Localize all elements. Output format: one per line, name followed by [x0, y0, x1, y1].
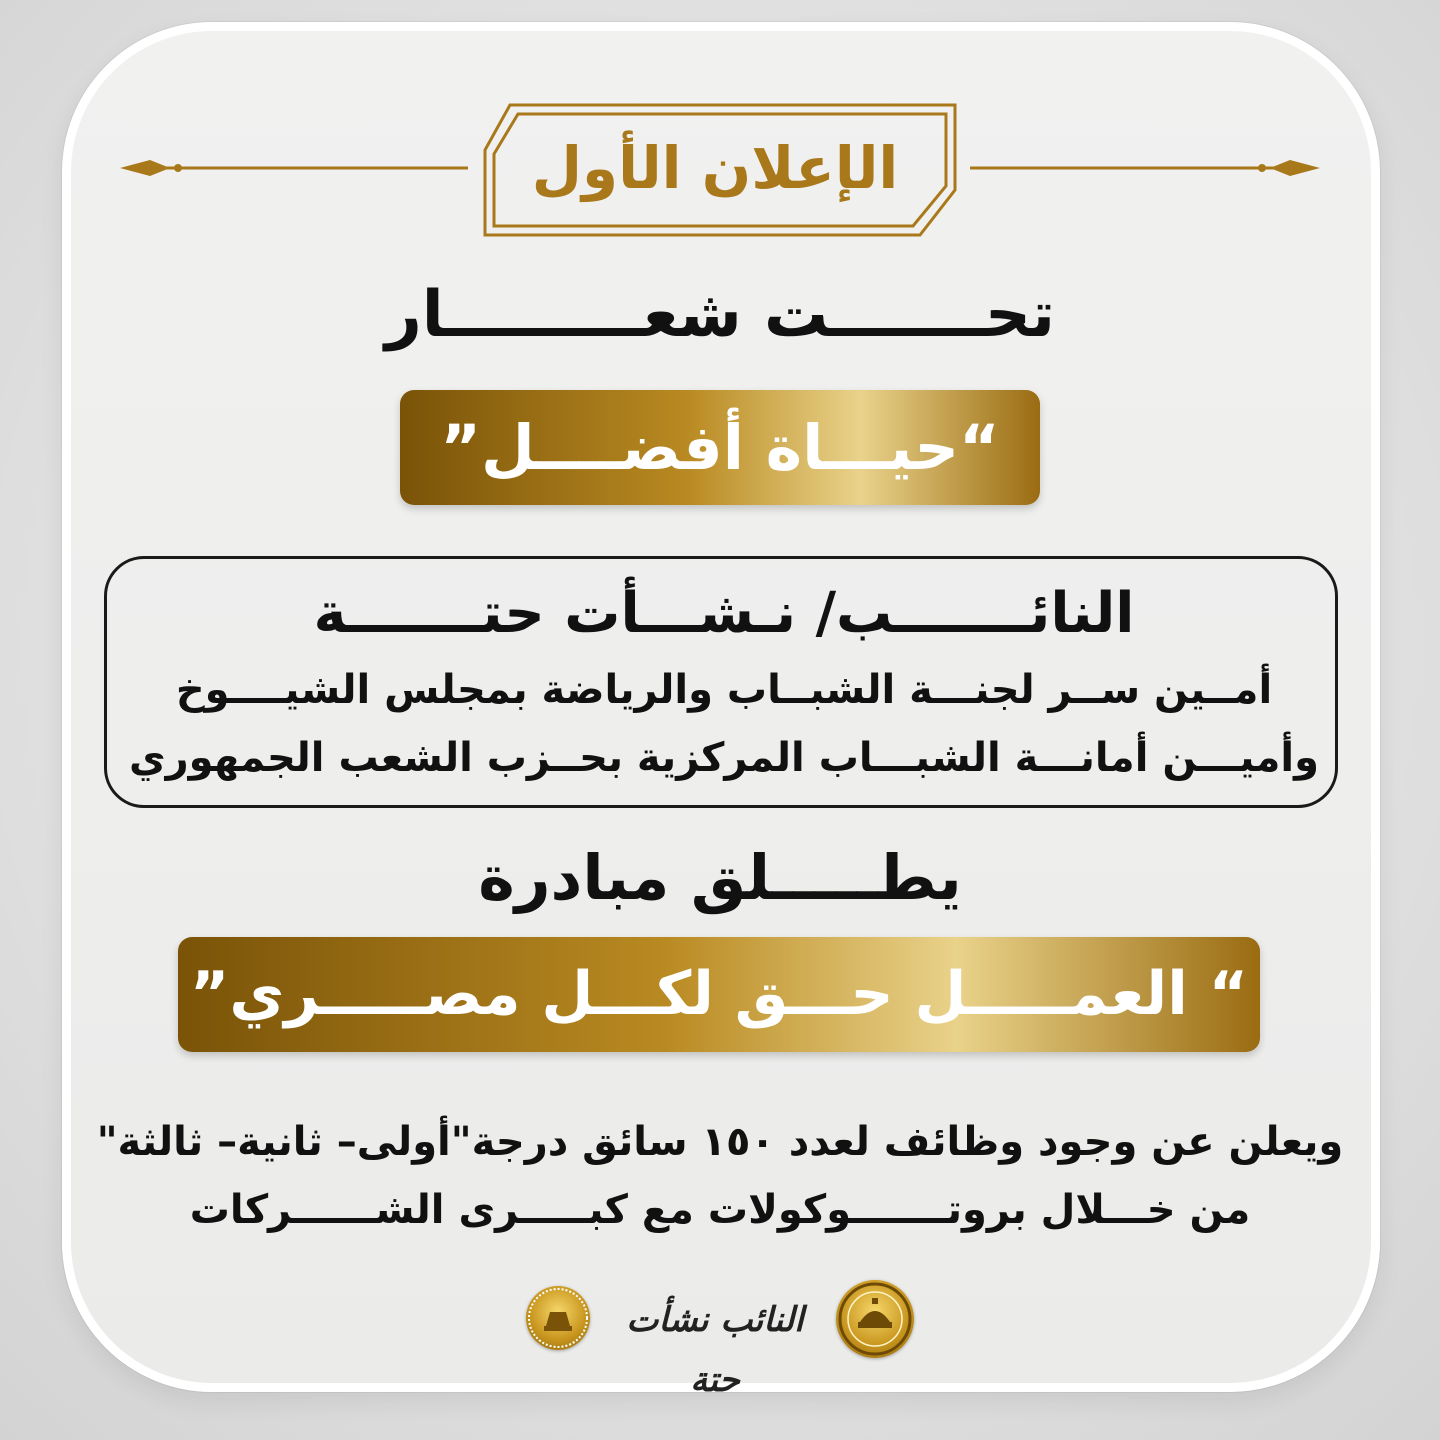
signature-text: النائب نشأت حتة — [626, 1300, 804, 1400]
party-logo-icon — [526, 1286, 590, 1350]
initiative-intro: يطـــــلق مبادرة — [478, 841, 962, 914]
slogan-banner: “حيـــاة أفضــــل” — [400, 390, 1040, 505]
slogan-intro: تحـــــــت شعـــــــــار — [384, 278, 1056, 352]
person-role-2: وأميـــن أمانـــة الشبـــاب المركزية بحــزب الشعب الجمهوري — [128, 735, 1320, 781]
details-line-2: من خـــلال بروتـــــــوكولات مع كبـــــرى الشــــــركات — [189, 1187, 1251, 1233]
initiative-banner: “ العمـــــل حـــق لكـــل مصـــــري” — [178, 937, 1260, 1052]
person-role-1: أمــين ســر لجنـــة الشبــاب والرياضة بمجلس الشيــــوخ — [175, 667, 1273, 713]
details-line-1: ويعلن عن وجود وظائف لعدد ١٥٠ سائق درجة"أولى– ثانية– ثالثة" — [96, 1119, 1344, 1165]
person-info-box — [104, 556, 1338, 808]
person-name: النائـــــــب/ نـشـــأت حتـــــــة — [313, 581, 1135, 646]
announcement-title: الإعلان الأول — [531, 134, 899, 202]
senate-logo-icon — [836, 1280, 914, 1358]
